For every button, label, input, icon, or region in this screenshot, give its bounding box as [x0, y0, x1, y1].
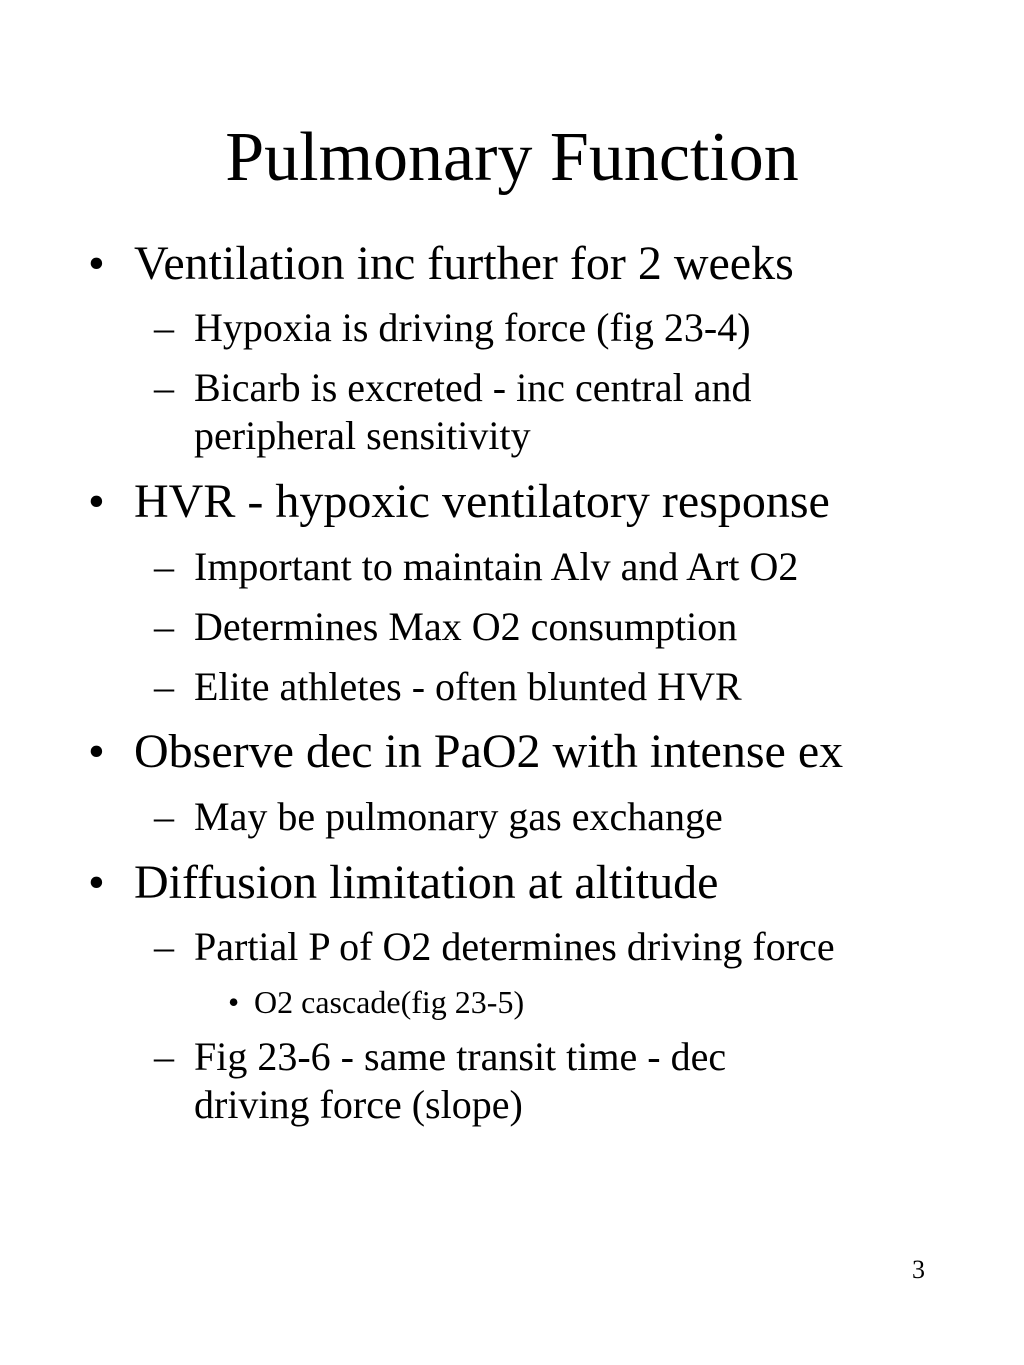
dash-marker: –	[154, 544, 174, 589]
sub-bullet-text: Elite athletes - often blunted HVR	[194, 664, 742, 709]
bullet-text: Diffusion limitation at altitude	[134, 856, 719, 909]
bullet-marker: •	[228, 984, 240, 1020]
bullet-marker: •	[88, 856, 105, 909]
sub-sub-bullet-text: O2 cascade(fig 23-5)	[254, 984, 525, 1020]
dash-marker: –	[154, 604, 174, 649]
bullet-text: Observe dec in PaO2 with intense ex	[134, 725, 844, 778]
dash-marker: –	[154, 924, 174, 969]
bullet-text: HVR - hypoxic ventilatory response	[134, 475, 830, 528]
dash-marker: –	[154, 794, 174, 839]
sub-bullet-text: May be pulmonary gas exchange	[194, 794, 723, 839]
dash-marker: –	[154, 365, 174, 410]
sub-bullet-text: Hypoxia is driving force (fig 23-4)	[194, 305, 751, 350]
dash-marker: –	[154, 1034, 174, 1079]
sub-bullet-text: Bicarb is excreted - inc central and	[194, 365, 752, 410]
sub-bullet-text: Determines Max O2 consumption	[194, 604, 738, 649]
page-number: 3	[912, 1255, 925, 1284]
sub-bullet-text: driving force (slope)	[194, 1082, 523, 1127]
bullet-marker: •	[88, 237, 105, 290]
sub-bullet-text: Fig 23-6 - same transit time - dec	[194, 1034, 727, 1079]
sub-bullet-text: Partial P of O2 determines driving force	[194, 924, 835, 969]
bullet-marker: •	[88, 475, 105, 528]
sub-bullet-text: peripheral sensitivity	[194, 413, 531, 458]
bullet-marker: •	[88, 725, 105, 778]
bullet-text: Ventilation inc further for 2 weeks	[134, 237, 794, 290]
slide-title: Pulmonary Function	[225, 119, 799, 196]
dash-marker: –	[154, 664, 174, 709]
dash-marker: –	[154, 305, 174, 350]
sub-bullet-text: Important to maintain Alv and Art O2	[194, 544, 799, 589]
